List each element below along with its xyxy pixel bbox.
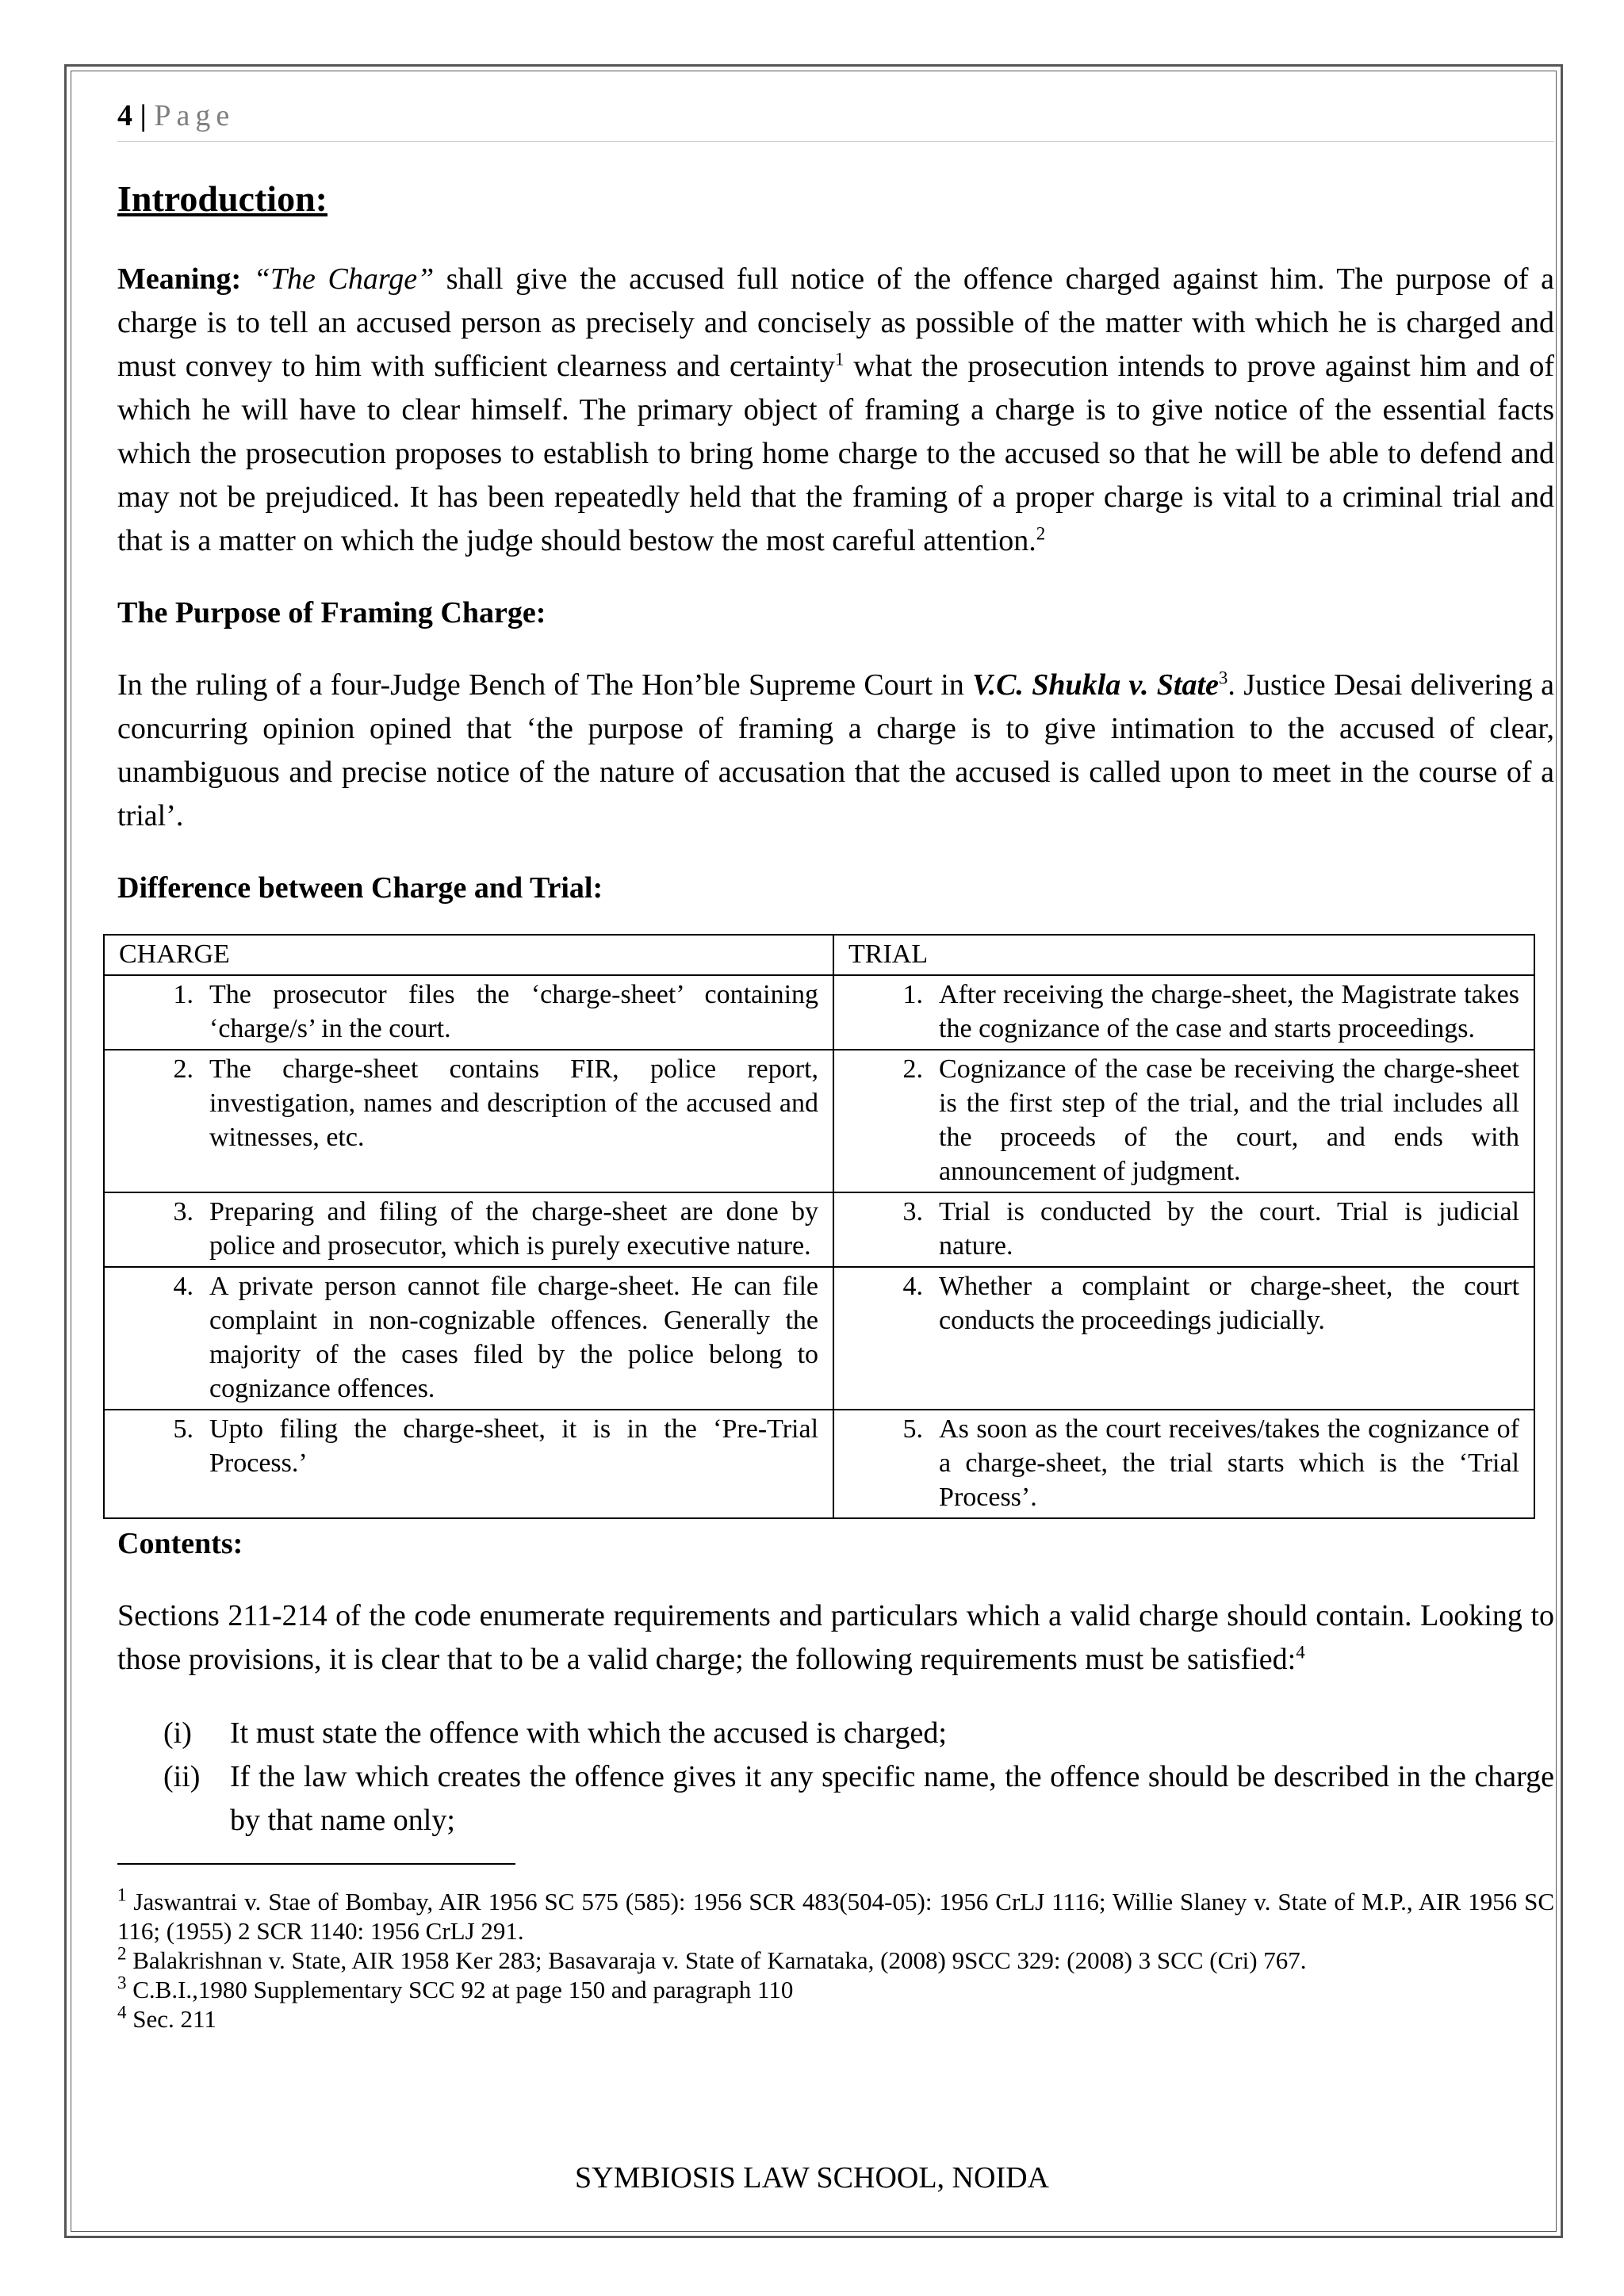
table-row [104,1192,1534,1267]
trial-cell [833,1050,1534,1192]
trial-text: Trial is conducted by the court. Trial is judicial nature. [939,1197,1519,1261]
list-marker: (ii) [163,1760,201,1793]
charge-text: The prosecutor files the ‘charge-sheet’ containing ‘charge/s’ in the court. [209,980,819,1043]
page-word: Page [154,99,236,132]
footnote [117,2004,1554,2034]
purpose-text-b: . Justice Desai delivering a concurring opinion opined that ‘the purpose of framing a charge is to give intimation to the accused of clear, unambiguous and precise notice of the nature of accusation that the accused is called upon to meet in the course of a trial’. [117,668,1555,832]
column-header-trial: TRIAL [833,935,1534,975]
footnote [117,1975,1554,2004]
list-item [117,1712,1554,1755]
row-number: 1. [173,980,193,1009]
footnote-text: C.B.I.,1980 Supplementary SCC 92 at page 150 and paragraph 110 [126,1976,794,2003]
trial-text: Cognizance of the case be receiving the charge-sheet is the first step of the trial, and the trial includes all the proceeds of the court, and ends with announcement of judgment. [939,1054,1519,1186]
charge-text: The charge-sheet contains FIR, police report, investigation, names and description of the accused and witnesses, etc. [209,1054,819,1152]
table-row [104,1050,1534,1192]
footnote-ref-2[interactable]: 2 [1036,523,1046,544]
footnote [117,1943,1554,1975]
row-number: 5. [902,1414,924,1444]
footnote-number: 1 [117,1885,127,1905]
page-content [117,95,1554,2034]
footnote-ref-3[interactable]: 3 [1218,668,1228,688]
footnote [117,1887,1554,1946]
footnote-number: 3 [117,1973,127,1993]
trial-cell [833,975,1534,1050]
charge-text: A private person cannot file charge-sheet. He can file complaint in non-cognizable offences. Generally the majority of the cases filed by the police belong to cognizance offences. [209,1272,819,1403]
row-number: 2. [173,1054,193,1084]
introduction-heading: Introduction: [117,178,327,219]
table-row [104,975,1534,1050]
charge-cell [104,1192,833,1267]
row-number: 4. [173,1272,193,1301]
trial-cell [833,1192,1534,1267]
meaning-text-a: shall give the accused full notice of the offence charged against him. The purpose of a charge is to tell an accused person as precisely and concisely as possible of the matter with which he is charged and must convey to him with sufficient clearness and certainty [117,262,1554,383]
footnote-separator [117,1863,515,1865]
page-footer: SYMBIOSIS LAW SCHOOL, NOIDA [575,2161,1049,2195]
requirements-list [117,1712,1554,1843]
row-number: 2. [902,1054,924,1084]
page-header [117,95,1554,142]
contents-heading: Contents: [117,1527,243,1560]
row-number: 3. [173,1197,193,1226]
row-number: 5. [173,1414,193,1444]
list-text: It must state the offence with which the accused is charged; [230,1716,947,1750]
footnote-ref-1[interactable]: 1 [834,349,845,369]
trial-cell [833,1410,1534,1518]
trial-cell [833,1267,1534,1410]
meaning-quote: “The Charge” [253,262,435,296]
footnote-text: Jaswantrai v. Stae of Bombay, AIR 1956 SC 575 (585): 1956 SCR 483(504-05): 1956 CrLJ 1116; Willie Slaney v. State of M.P., AIR 1956 SC 116; (1955) 2 SCR 1140: 1956 CrLJ 291. [117,1888,1554,1945]
difference-table [103,934,1535,1519]
charge-text: Preparing and filing of the charge-sheet are done by police and prosecutor, which is purely executive nature. [209,1197,819,1261]
purpose-heading: The Purpose of Framing Charge: [117,596,546,629]
purpose-text-a: In the ruling of a four-Judge Bench of The Hon’ble Supreme Court in [117,668,973,702]
footnote-number: 2 [117,1943,127,1964]
list-marker: (i) [163,1716,192,1750]
list-text: If the law which creates the offence gives it any specific name, the offence should be described in the charge by that name only; [230,1760,1554,1837]
footnote-number: 4 [117,2002,127,2022]
row-number: 4. [902,1272,924,1301]
column-header-charge: CHARGE [104,935,833,975]
table-header-row [104,935,1534,975]
charge-cell [104,1410,833,1518]
row-number: 1. [902,980,924,1009]
meaning-label: Meaning: [117,262,242,296]
meaning-paragraph [117,258,1554,563]
trial-text: Whether a complaint or charge-sheet, the court conducts the proceedings judicially. [939,1272,1519,1335]
trial-text: After receiving the charge-sheet, the Magistrate takes the cognizance of the case and starts proceedings. [939,980,1519,1043]
row-number: 3. [902,1197,924,1226]
footnotes [117,1887,1554,2034]
header-separator: | [132,99,155,132]
table-row [104,1267,1534,1410]
footnote-ref-4[interactable]: 4 [1296,1642,1305,1663]
charge-text: Upto filing the charge-sheet, it is in the ‘Pre-Trial Process.’ [209,1414,819,1478]
contents-text: Sections 211-214 of the code enumerate requirements and particulars which a valid charge should contain. Looking to those provisions, it is clear that to be a valid charge; the following requirements must be satisfied: [117,1599,1554,1676]
table-row [104,1410,1534,1518]
case-name: V.C. Shukla v. State [972,668,1219,702]
footnote-text: Sec. 211 [126,2005,216,2033]
footnote-text: Balakrishnan v. State, AIR 1958 Ker 283; Basavaraja v. State of Karnataka, (2008) 9SCC 329: (2008) 3 SCC (Cri) 767. [126,1946,1307,1974]
contents-paragraph [117,1594,1554,1682]
page-number: 4 [117,99,132,132]
meaning-text-b: what the prosecution intends to prove against him and of which he will have to clear himself. The primary object of framing a charge is to give notice of the essential facts which the prosecution proposes to establish to bring home charge to the accused so that he will be able to defend and may not be prejudiced. It has been repeatedly held that the framing of a proper charge is vital to a criminal trial and that is a matter on which the judge should bestow the most careful attention. [117,350,1554,557]
difference-heading: Difference between Charge and Trial: [117,871,603,905]
trial-text: As soon as the court receives/takes the cognizance of a charge-sheet, the trial starts which is the ‘Trial Process’. [939,1414,1519,1512]
charge-cell [104,975,833,1050]
purpose-paragraph [117,664,1554,838]
charge-cell [104,1050,833,1192]
charge-cell [104,1267,833,1410]
list-item [117,1755,1554,1843]
